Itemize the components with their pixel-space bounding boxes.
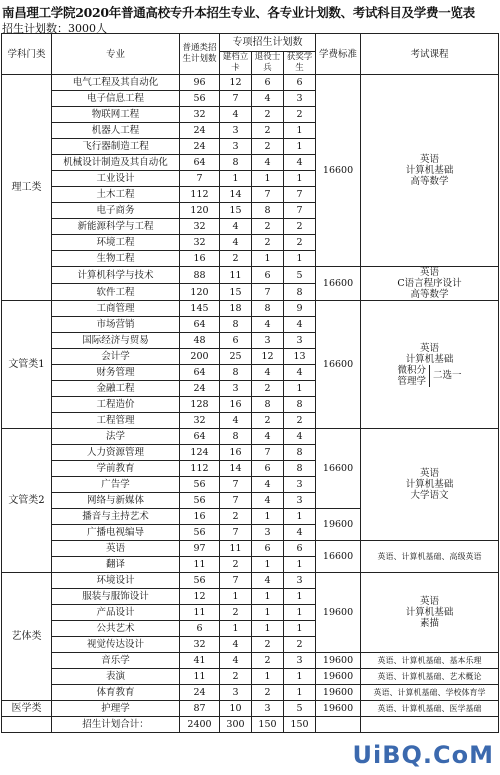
award-quota: 4 [284, 317, 316, 333]
veteran-quota: 8 [252, 301, 284, 317]
award-quota: 3 [284, 493, 316, 509]
card-quota: 15 [220, 203, 252, 219]
total-blank [361, 717, 499, 733]
card-quota: 12 [220, 75, 252, 91]
regular-quota: 41 [180, 653, 220, 669]
award-quota: 2 [284, 235, 316, 251]
fee-cell: 19600 [316, 701, 361, 717]
header-award-quota: 获奖学生 [284, 52, 316, 75]
card-quota: 16 [220, 445, 252, 461]
regular-quota: 32 [180, 219, 220, 235]
major-name: 广告学 [52, 477, 180, 493]
card-quota: 3 [220, 381, 252, 397]
award-quota: 1 [284, 381, 316, 397]
award-quota: 8 [284, 461, 316, 477]
award-quota: 1 [284, 621, 316, 637]
card-quota: 16 [220, 397, 252, 413]
regular-quota: 56 [180, 477, 220, 493]
table-row [2, 573, 499, 589]
major-name: 电气工程及其自动化 [52, 75, 180, 91]
card-quota: 7 [220, 477, 252, 493]
major-name: 产品设计 [52, 605, 180, 621]
major-name: 服装与服饰设计 [52, 589, 180, 605]
fee-cell: 16600 [316, 541, 361, 573]
veteran-quota: 3 [252, 701, 284, 717]
fee-cell: 16600 [316, 429, 361, 509]
regular-quota: 11 [180, 605, 220, 621]
regular-quota: 124 [180, 445, 220, 461]
major-name: 公共艺术 [52, 621, 180, 637]
regular-quota: 32 [180, 107, 220, 123]
regular-quota: 64 [180, 365, 220, 381]
veteran-quota: 7 [252, 284, 284, 301]
course-cell [361, 301, 499, 429]
major-name: 计算机科学与技术 [52, 267, 180, 284]
regular-quota: 16 [180, 251, 220, 267]
veteran-quota: 1 [252, 589, 284, 605]
course-item: 英语 [420, 267, 440, 278]
veteran-quota: 1 [252, 171, 284, 187]
regular-quota: 97 [180, 541, 220, 557]
elective-options [398, 365, 431, 387]
regular-quota: 88 [180, 267, 220, 284]
enrollment-total-note: 招生计划数：3000人 [2, 22, 107, 35]
table-row [2, 541, 499, 557]
major-name: 机器人工程 [52, 123, 180, 139]
card-quota: 14 [220, 187, 252, 203]
course-item: 管理学 [397, 375, 427, 387]
regular-quota: 48 [180, 333, 220, 349]
course-cell [361, 267, 499, 301]
fee-cell: 19600 [316, 653, 361, 669]
major-name: 学前教育 [52, 461, 180, 477]
course-item: 英语 [420, 154, 440, 165]
award-quota: 1 [284, 669, 316, 685]
course-group [398, 343, 462, 387]
regular-quota: 64 [180, 317, 220, 333]
veteran-quota: 12 [252, 349, 284, 365]
major-name: 环境工程 [52, 235, 180, 251]
major-name: 环境设计 [52, 573, 180, 589]
table-row [2, 669, 499, 685]
table-row [2, 429, 499, 445]
veteran-quota: 1 [252, 251, 284, 267]
card-quota: 8 [220, 365, 252, 381]
award-quota: 8 [284, 284, 316, 301]
card-quota: 1 [220, 589, 252, 605]
course-item: 高等数学 [410, 176, 449, 187]
award-quota: 7 [284, 187, 316, 203]
regular-quota: 12 [180, 589, 220, 605]
major-name: 生物工程 [52, 251, 180, 267]
table-row [2, 267, 499, 284]
veteran-quota: 6 [252, 75, 284, 91]
enrollment-table [1, 33, 499, 733]
fee-cell: 16600 [316, 75, 361, 267]
course-item: 英语 [420, 468, 440, 479]
regular-quota: 56 [180, 525, 220, 541]
course-cell: 英语、计算机基础、学校体育学 [361, 685, 499, 701]
veteran-quota: 1 [252, 621, 284, 637]
award-quota: 1 [284, 171, 316, 187]
award-quota: 3 [284, 653, 316, 669]
major-name: 英语 [52, 541, 180, 557]
total-veteran: 150 [252, 717, 284, 733]
header-veteran-quota: 退役士兵 [252, 52, 284, 75]
card-quota: 4 [220, 107, 252, 123]
card-quota: 2 [220, 605, 252, 621]
veteran-quota: 6 [252, 267, 284, 284]
veteran-quota: 7 [252, 445, 284, 461]
award-quota: 3 [284, 477, 316, 493]
award-quota: 4 [284, 155, 316, 171]
major-name: 电子商务 [52, 203, 180, 219]
veteran-quota: 2 [252, 413, 284, 429]
major-name: 电子信息工程 [52, 91, 180, 107]
total-row [2, 717, 499, 733]
award-quota: 1 [284, 509, 316, 525]
regular-quota: 32 [180, 235, 220, 251]
major-name: 金融工程 [52, 381, 180, 397]
veteran-quota: 4 [252, 155, 284, 171]
header-regular-quota: 普通类招生计划数 [180, 34, 220, 75]
course-cell [361, 573, 499, 653]
major-name: 工业设计 [52, 171, 180, 187]
award-quota: 5 [284, 701, 316, 717]
regular-quota: 120 [180, 284, 220, 301]
regular-quota: 16 [180, 509, 220, 525]
course-item: 高等数学 [410, 289, 449, 300]
veteran-quota: 8 [252, 397, 284, 413]
card-quota: 1 [220, 171, 252, 187]
award-quota: 1 [284, 605, 316, 621]
regular-quota: 87 [180, 701, 220, 717]
header-course: 考试课程 [361, 34, 499, 75]
award-quota: 4 [284, 525, 316, 541]
card-quota: 25 [220, 349, 252, 365]
card-quota: 7 [220, 91, 252, 107]
card-quota: 1 [220, 621, 252, 637]
category-cell: 理工类 [2, 75, 52, 301]
fee-cell: 19600 [316, 669, 361, 685]
total-award: 150 [284, 717, 316, 733]
regular-quota: 24 [180, 139, 220, 155]
table-row [2, 653, 499, 669]
card-quota: 6 [220, 333, 252, 349]
award-quota: 1 [284, 589, 316, 605]
veteran-quota: 2 [252, 685, 284, 701]
award-quota: 1 [284, 139, 316, 155]
award-quota: 6 [284, 75, 316, 91]
veteran-quota: 2 [252, 637, 284, 653]
card-quota: 2 [220, 669, 252, 685]
card-quota: 15 [220, 284, 252, 301]
regular-quota: 64 [180, 155, 220, 171]
regular-quota: 112 [180, 461, 220, 477]
regular-quota: 24 [180, 685, 220, 701]
regular-quota: 11 [180, 557, 220, 573]
course-item: 计算机基础 [405, 607, 454, 618]
category-cell: 文管类2 [2, 429, 52, 573]
veteran-quota: 2 [252, 381, 284, 397]
veteran-quota: 4 [252, 365, 284, 381]
veteran-quota: 4 [252, 429, 284, 445]
category-cell: 文管类1 [2, 301, 52, 429]
fee-cell: 19600 [316, 509, 361, 541]
course-cell: 英语、计算机基础、医学基础 [361, 701, 499, 717]
veteran-quota: 2 [252, 107, 284, 123]
award-quota: 1 [284, 557, 316, 573]
regular-quota: 11 [180, 669, 220, 685]
course-item: 大学语文 [410, 490, 449, 501]
card-quota: 10 [220, 701, 252, 717]
major-name: 会计学 [52, 349, 180, 365]
table-row [2, 75, 499, 91]
course-cell [361, 75, 499, 267]
course-cell: 英语、计算机基础、高级英语 [361, 541, 499, 573]
regular-quota: 56 [180, 573, 220, 589]
regular-quota: 6 [180, 621, 220, 637]
award-quota: 2 [284, 413, 316, 429]
card-quota: 18 [220, 301, 252, 317]
card-quota: 8 [220, 155, 252, 171]
award-quota: 9 [284, 301, 316, 317]
fee-cell: 19600 [316, 573, 361, 653]
major-name: 体育教育 [52, 685, 180, 701]
course-item: 微积分 [397, 364, 427, 376]
veteran-quota: 2 [252, 653, 284, 669]
award-quota: 2 [284, 107, 316, 123]
major-name: 网络与新媒体 [52, 493, 180, 509]
card-quota: 7 [220, 525, 252, 541]
fee-cell: 16600 [316, 267, 361, 301]
card-quota: 11 [220, 267, 252, 284]
regular-quota: 56 [180, 493, 220, 509]
category-cell: 艺体类 [2, 573, 52, 701]
award-quota: 3 [284, 573, 316, 589]
major-name: 法学 [52, 429, 180, 445]
award-quota: 13 [284, 349, 316, 365]
veteran-quota: 4 [252, 493, 284, 509]
veteran-quota: 1 [252, 605, 284, 621]
course-item: 素描 [420, 618, 440, 629]
veteran-quota: 4 [252, 91, 284, 107]
award-quota: 6 [284, 541, 316, 557]
award-quota: 7 [284, 203, 316, 219]
major-name: 视觉传达设计 [52, 637, 180, 653]
major-name: 土木工程 [52, 187, 180, 203]
veteran-quota: 1 [252, 669, 284, 685]
course-cell: 英语、计算机基础、基本乐理 [361, 653, 499, 669]
regular-quota: 145 [180, 301, 220, 317]
total-card: 300 [220, 717, 252, 733]
header-fee: 学费标准 [316, 34, 361, 75]
course-item: 计算机基础 [405, 479, 454, 490]
regular-quota: 200 [180, 349, 220, 365]
regular-quota: 32 [180, 413, 220, 429]
card-quota: 2 [220, 251, 252, 267]
header-category: 学科门类 [2, 34, 52, 75]
veteran-quota: 2 [252, 123, 284, 139]
table-row [2, 701, 499, 717]
card-quota: 4 [220, 413, 252, 429]
card-quota: 8 [220, 429, 252, 445]
header-special-quota: 专项招生计划数 [220, 34, 316, 52]
award-quota: 4 [284, 365, 316, 381]
veteran-quota: 3 [252, 333, 284, 349]
veteran-quota: 2 [252, 139, 284, 155]
total-blank [2, 717, 52, 733]
veteran-quota: 3 [252, 525, 284, 541]
card-quota: 7 [220, 573, 252, 589]
award-quota: 8 [284, 397, 316, 413]
major-name: 工程造价 [52, 397, 180, 413]
page-title: 南昌理工学院2020年普通高校专升本招生专业、各专业计划数、考试科目及学费一览表 [2, 5, 475, 20]
major-name: 财务管理 [52, 365, 180, 381]
major-name: 广播电视编导 [52, 525, 180, 541]
award-quota: 1 [284, 685, 316, 701]
regular-quota: 24 [180, 123, 220, 139]
card-quota: 3 [220, 685, 252, 701]
veteran-quota: 8 [252, 203, 284, 219]
regular-quota: 112 [180, 187, 220, 203]
category-cell: 医学类 [2, 701, 52, 717]
award-quota: 2 [284, 637, 316, 653]
elective-group [398, 365, 462, 387]
regular-quota: 120 [180, 203, 220, 219]
major-name: 物联网工程 [52, 107, 180, 123]
regular-quota: 96 [180, 75, 220, 91]
header-card-quota: 建档立卡 [220, 52, 252, 75]
major-name: 护理学 [52, 701, 180, 717]
regular-quota: 128 [180, 397, 220, 413]
table-body [2, 75, 499, 733]
award-quota: 3 [284, 333, 316, 349]
award-quota: 2 [284, 219, 316, 235]
fee-cell: 16600 [316, 301, 361, 429]
course-item: 计算机基础 [405, 353, 454, 365]
total-regular: 2400 [180, 717, 220, 733]
total-label: 招生计划合计： [52, 717, 180, 733]
major-name: 市场营销 [52, 317, 180, 333]
major-name: 音乐学 [52, 653, 180, 669]
major-name: 播音与主持艺术 [52, 509, 180, 525]
card-quota: 8 [220, 317, 252, 333]
award-quota: 1 [284, 123, 316, 139]
major-name: 新能源科学与工程 [52, 219, 180, 235]
veteran-quota: 6 [252, 461, 284, 477]
course-item: 英语 [420, 596, 440, 607]
site-watermark: UiBQ.CoM [352, 741, 494, 769]
award-quota: 5 [284, 267, 316, 284]
regular-quota: 7 [180, 171, 220, 187]
major-name: 机械设计制造及其自动化 [52, 155, 180, 171]
course-item: C语言程序设计 [397, 278, 462, 289]
veteran-quota: 7 [252, 187, 284, 203]
major-name: 飞行器制造工程 [52, 139, 180, 155]
card-quota: 4 [220, 653, 252, 669]
major-name: 表演 [52, 669, 180, 685]
card-quota: 4 [220, 219, 252, 235]
course-item: 计算机基础 [405, 165, 454, 176]
choose-one-note: 二选一 [433, 370, 462, 381]
major-name: 工程管理 [52, 413, 180, 429]
total-blank [316, 717, 361, 733]
major-name: 翻译 [52, 557, 180, 573]
major-name: 人力资源管理 [52, 445, 180, 461]
major-name: 软件工程 [52, 284, 180, 301]
veteran-quota: 2 [252, 235, 284, 251]
card-quota: 4 [220, 637, 252, 653]
card-quota: 3 [220, 139, 252, 155]
course-cell: 英语、计算机基础、艺术概论 [361, 669, 499, 685]
card-quota: 3 [220, 123, 252, 139]
veteran-quota: 2 [252, 219, 284, 235]
card-quota: 4 [220, 235, 252, 251]
major-name: 工商管理 [52, 301, 180, 317]
veteran-quota: 1 [252, 509, 284, 525]
award-quota: 4 [284, 429, 316, 445]
award-quota: 1 [284, 251, 316, 267]
course-item: 英语 [420, 342, 440, 354]
fee-cell: 19600 [316, 685, 361, 701]
card-quota: 14 [220, 461, 252, 477]
regular-quota: 32 [180, 637, 220, 653]
header-major: 专业 [52, 34, 180, 75]
regular-quota: 56 [180, 91, 220, 107]
table-row [2, 685, 499, 701]
major-name: 国际经济与贸易 [52, 333, 180, 349]
award-quota: 8 [284, 445, 316, 461]
veteran-quota: 4 [252, 477, 284, 493]
veteran-quota: 1 [252, 557, 284, 573]
veteran-quota: 4 [252, 573, 284, 589]
regular-quota: 64 [180, 429, 220, 445]
course-cell [361, 429, 499, 541]
card-quota: 7 [220, 493, 252, 509]
table-row [2, 301, 499, 317]
award-quota: 3 [284, 91, 316, 107]
veteran-quota: 4 [252, 317, 284, 333]
veteran-quota: 6 [252, 541, 284, 557]
card-quota: 2 [220, 509, 252, 525]
card-quota: 2 [220, 557, 252, 573]
regular-quota: 24 [180, 381, 220, 397]
card-quota: 11 [220, 541, 252, 557]
